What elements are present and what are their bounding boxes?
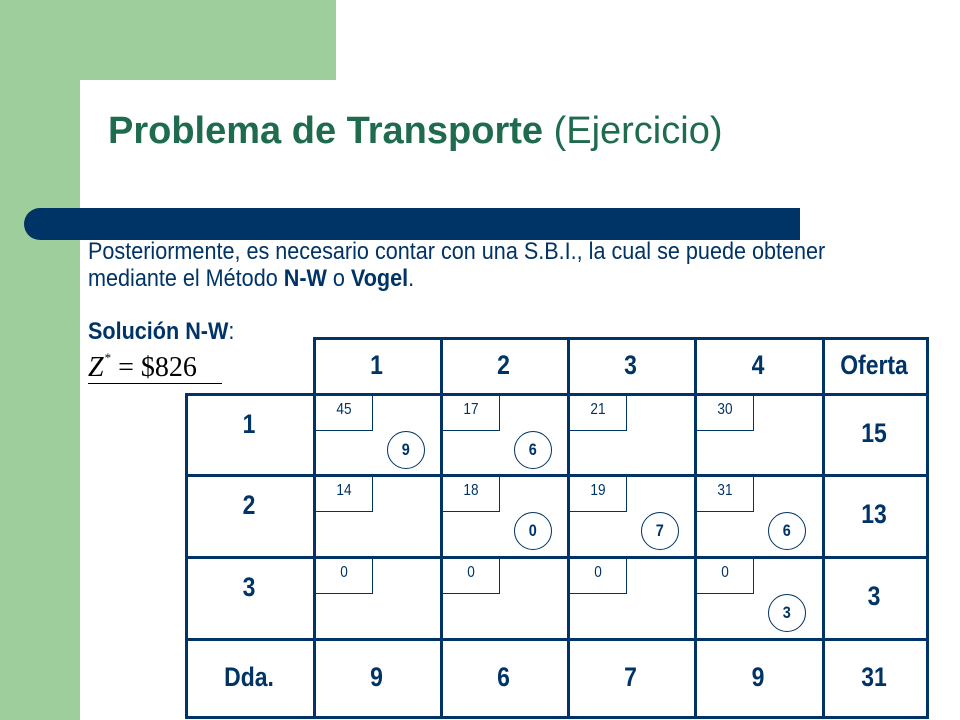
allocation-value: 3	[782, 603, 792, 622]
cost-value: 30	[717, 401, 733, 418]
row-header: 2	[242, 490, 256, 520]
para-o: o	[326, 265, 351, 292]
z-value: = $826	[118, 352, 197, 383]
cost-value: 19	[590, 482, 606, 499]
col-header: 4	[751, 350, 765, 380]
cost-value: 18	[463, 482, 479, 499]
solution-label	[88, 318, 234, 346]
supply-value: 3	[867, 581, 881, 611]
table-line	[185, 638, 926, 641]
allocation-value: 6	[528, 440, 538, 459]
allocation-value: 0	[528, 521, 538, 540]
row-header: 3	[242, 572, 256, 602]
title-rule	[24, 208, 800, 240]
allocation-value: 9	[401, 440, 411, 459]
table-line	[822, 337, 825, 719]
para-nw: N-W	[283, 265, 327, 292]
allocation-value: 7	[655, 521, 665, 540]
table-line	[185, 716, 926, 719]
table-line	[440, 337, 443, 719]
solution-label-text: Solución N-W	[88, 318, 229, 345]
table-line	[185, 393, 188, 719]
z-variable: Z	[88, 352, 104, 383]
cost-value: 0	[721, 564, 729, 581]
cost-value: 0	[340, 564, 348, 581]
table-line	[185, 393, 926, 396]
table-line	[926, 337, 929, 719]
allocation-circle	[387, 431, 425, 469]
decor-green-top	[80, 0, 336, 80]
table-line	[185, 556, 926, 559]
para-end: .	[408, 265, 415, 292]
demand-value: 7	[624, 662, 637, 692]
cost-value: 45	[336, 401, 352, 418]
allocation-circle	[514, 431, 552, 469]
table-line	[313, 337, 316, 719]
para-vogel: Vogel	[350, 265, 409, 292]
cost-value: 14	[336, 482, 352, 499]
table-line	[567, 337, 570, 719]
supply-value: 15	[861, 417, 887, 448]
demand-value: 9	[370, 662, 383, 692]
allocation-circle	[768, 512, 806, 550]
title-rest: (Ejercicio)	[553, 110, 723, 152]
demand-label: Dda.	[224, 662, 274, 692]
z-star: *	[104, 350, 112, 365]
cost-value: 31	[717, 482, 733, 499]
intro-paragraph	[88, 238, 853, 292]
table-line	[313, 337, 926, 340]
formula-underline	[88, 383, 222, 384]
allocation-circle	[514, 512, 552, 550]
title-bold: Problema de Transporte	[108, 110, 544, 152]
col-header: 2	[497, 350, 510, 380]
table-line	[694, 337, 697, 719]
objective-formula	[88, 350, 197, 384]
cost-value: 0	[594, 564, 602, 581]
col-header: 3	[624, 350, 637, 380]
allocation-circle	[641, 512, 679, 550]
allocation-circle	[768, 594, 806, 632]
allocation-value: 6	[782, 521, 792, 540]
para-text: Posteriormente, es necesario contar con una S.B.I., la cual se puede obtener mediante el Método	[88, 238, 826, 292]
decor-green-sidebar	[0, 0, 80, 720]
slide-title	[108, 110, 722, 153]
supply-value: 13	[861, 499, 887, 529]
demand-value: 9	[751, 662, 765, 692]
row-header: 1	[242, 409, 256, 439]
col-header: Oferta	[840, 350, 908, 380]
cost-value: 0	[467, 564, 475, 581]
col-header: 1	[370, 350, 383, 380]
demand-total: 31	[861, 662, 887, 692]
cost-value: 17	[463, 401, 479, 418]
cost-value: 21	[590, 401, 606, 418]
solution-colon: :	[228, 318, 235, 345]
table-line	[185, 474, 926, 477]
demand-value: 6	[497, 662, 510, 692]
